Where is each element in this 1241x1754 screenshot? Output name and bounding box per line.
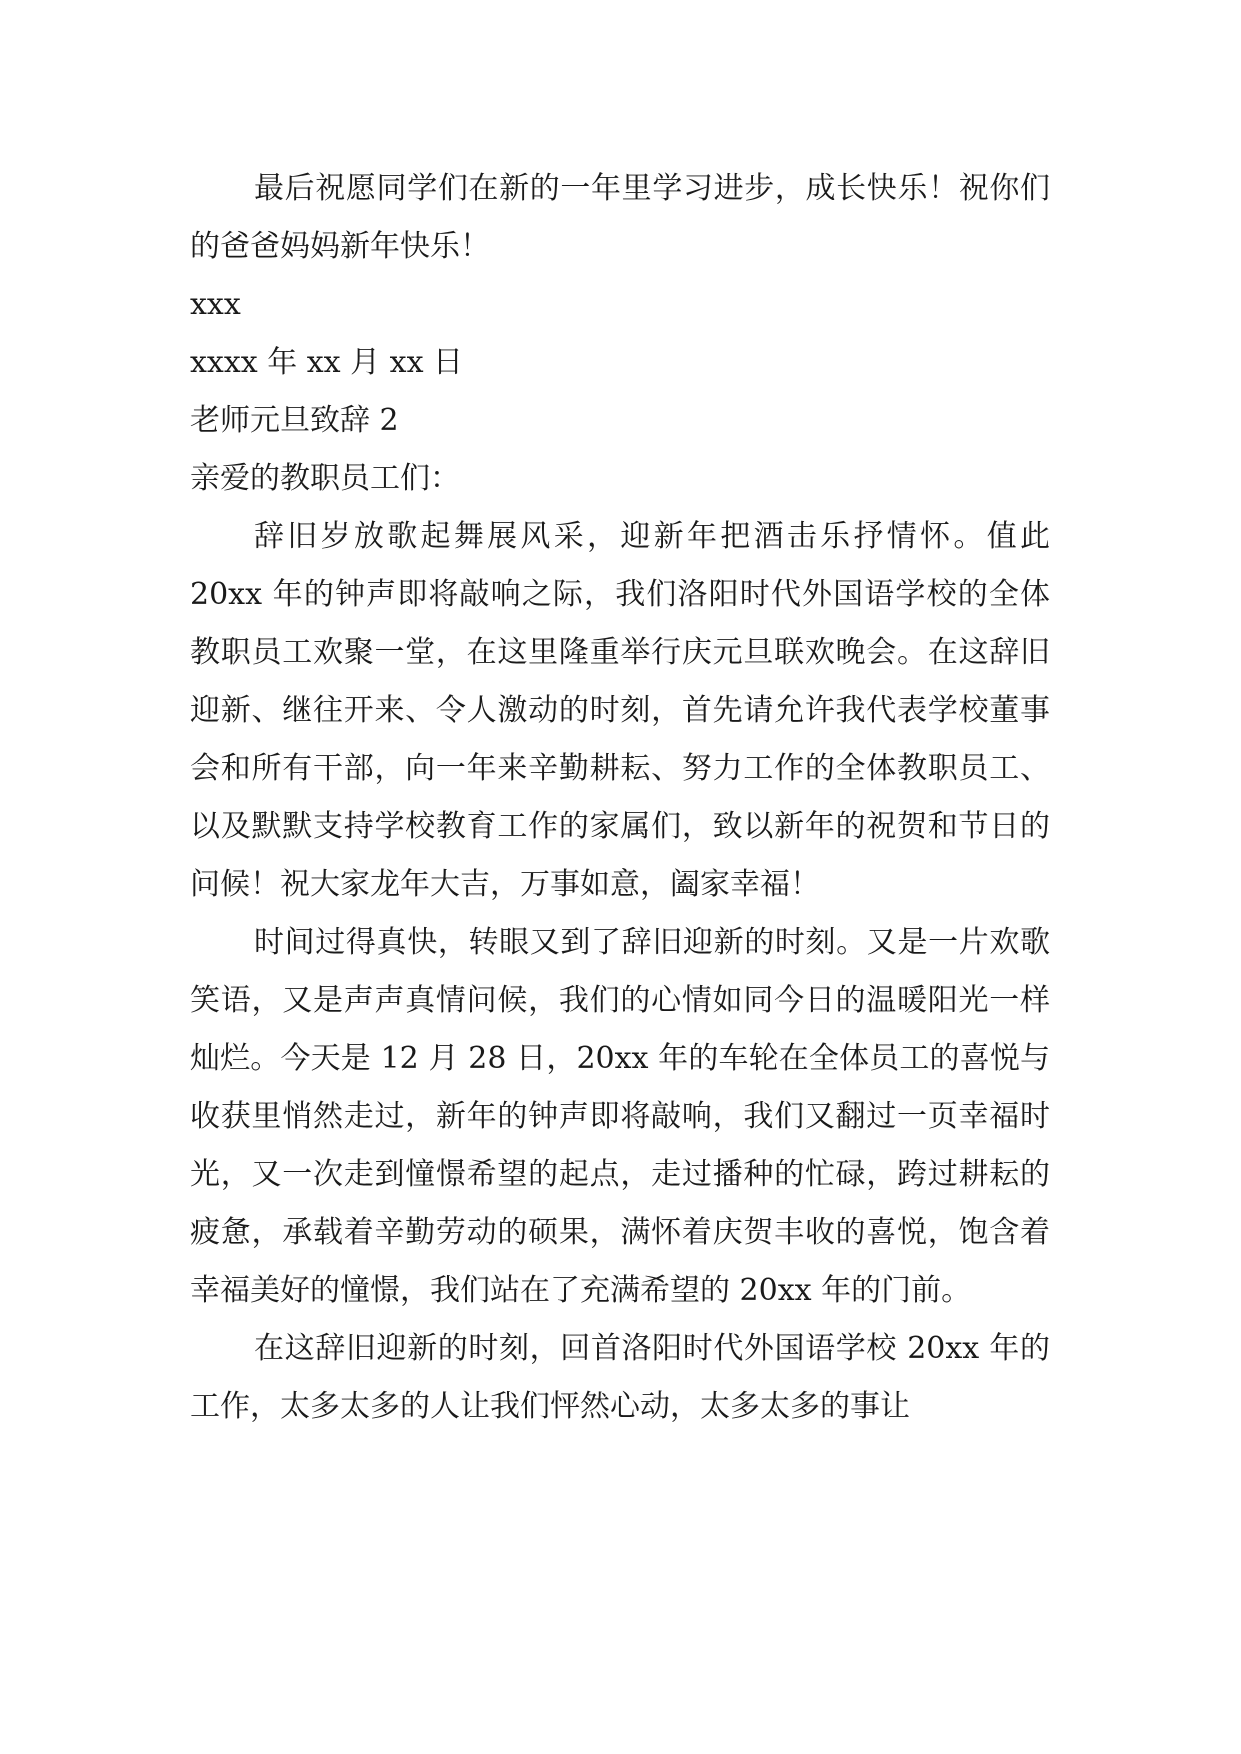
paragraph-closing-wishes: 最后祝愿同学们在新的一年里学习进步，成长快乐！祝你们的爸爸妈妈新年快乐！ bbox=[190, 171, 1050, 264]
signature-date: xxxx 年 xx 月 xx 日 bbox=[190, 345, 464, 380]
paragraph-time-passes: 时间过得真快，转眼又到了辞旧迎新的时刻。又是一片欢歌笑语，又是声声真情问候，我们的心情如同今日的温暖阳光一样灿烂。今天是 12 月 28 日，20xx 年的车轮在全体员工的喜悦与收获里悄然走过，新年的钟声即将敲响，我们又翻过一页幸福时光，又一次走到憧憬希望的起点，走过播种的忙碌，跨过耕耘的疲惫，承载着辛勤劳动的硕果，满怀着庆贺丰收的喜悦，饱含着幸福美好的憧憬，我们站在了充满希望的 20xx 年的门前。 bbox=[190, 925, 1050, 1308]
paragraph-review: 在这辞旧迎新的时刻，回首洛阳时代外国语学校 20xx 年的工作，太多太多的人让我们怦然心动，太多太多的事让 bbox=[190, 1331, 1050, 1424]
signature-name: xxx bbox=[190, 287, 241, 322]
document-body bbox=[190, 160, 1050, 1436]
paragraph-opening: 辞旧岁放歌起舞展风采，迎新年把酒击乐抒情怀。值此 20xx 年的钟声即将敲响之际，我们洛阳时代外国语学校的全体教职员工欢聚一堂，在这里隆重举行庆元旦联欢晚会。在这辞旧迎新、继往开来、令人激动的时刻，首先请允许我代表学校董事会和所有干部，向一年来辛勤耕耘、努力工作的全体教职员工、以及默默支持学校教育工作的家属们，致以新年的祝贺和节日的问候！祝大家龙年大吉，万事如意，阖家幸福！ bbox=[190, 519, 1050, 902]
section-title: 老师元旦致辞 2 bbox=[190, 403, 399, 438]
salutation: 亲爱的教职员工们： bbox=[190, 461, 460, 496]
